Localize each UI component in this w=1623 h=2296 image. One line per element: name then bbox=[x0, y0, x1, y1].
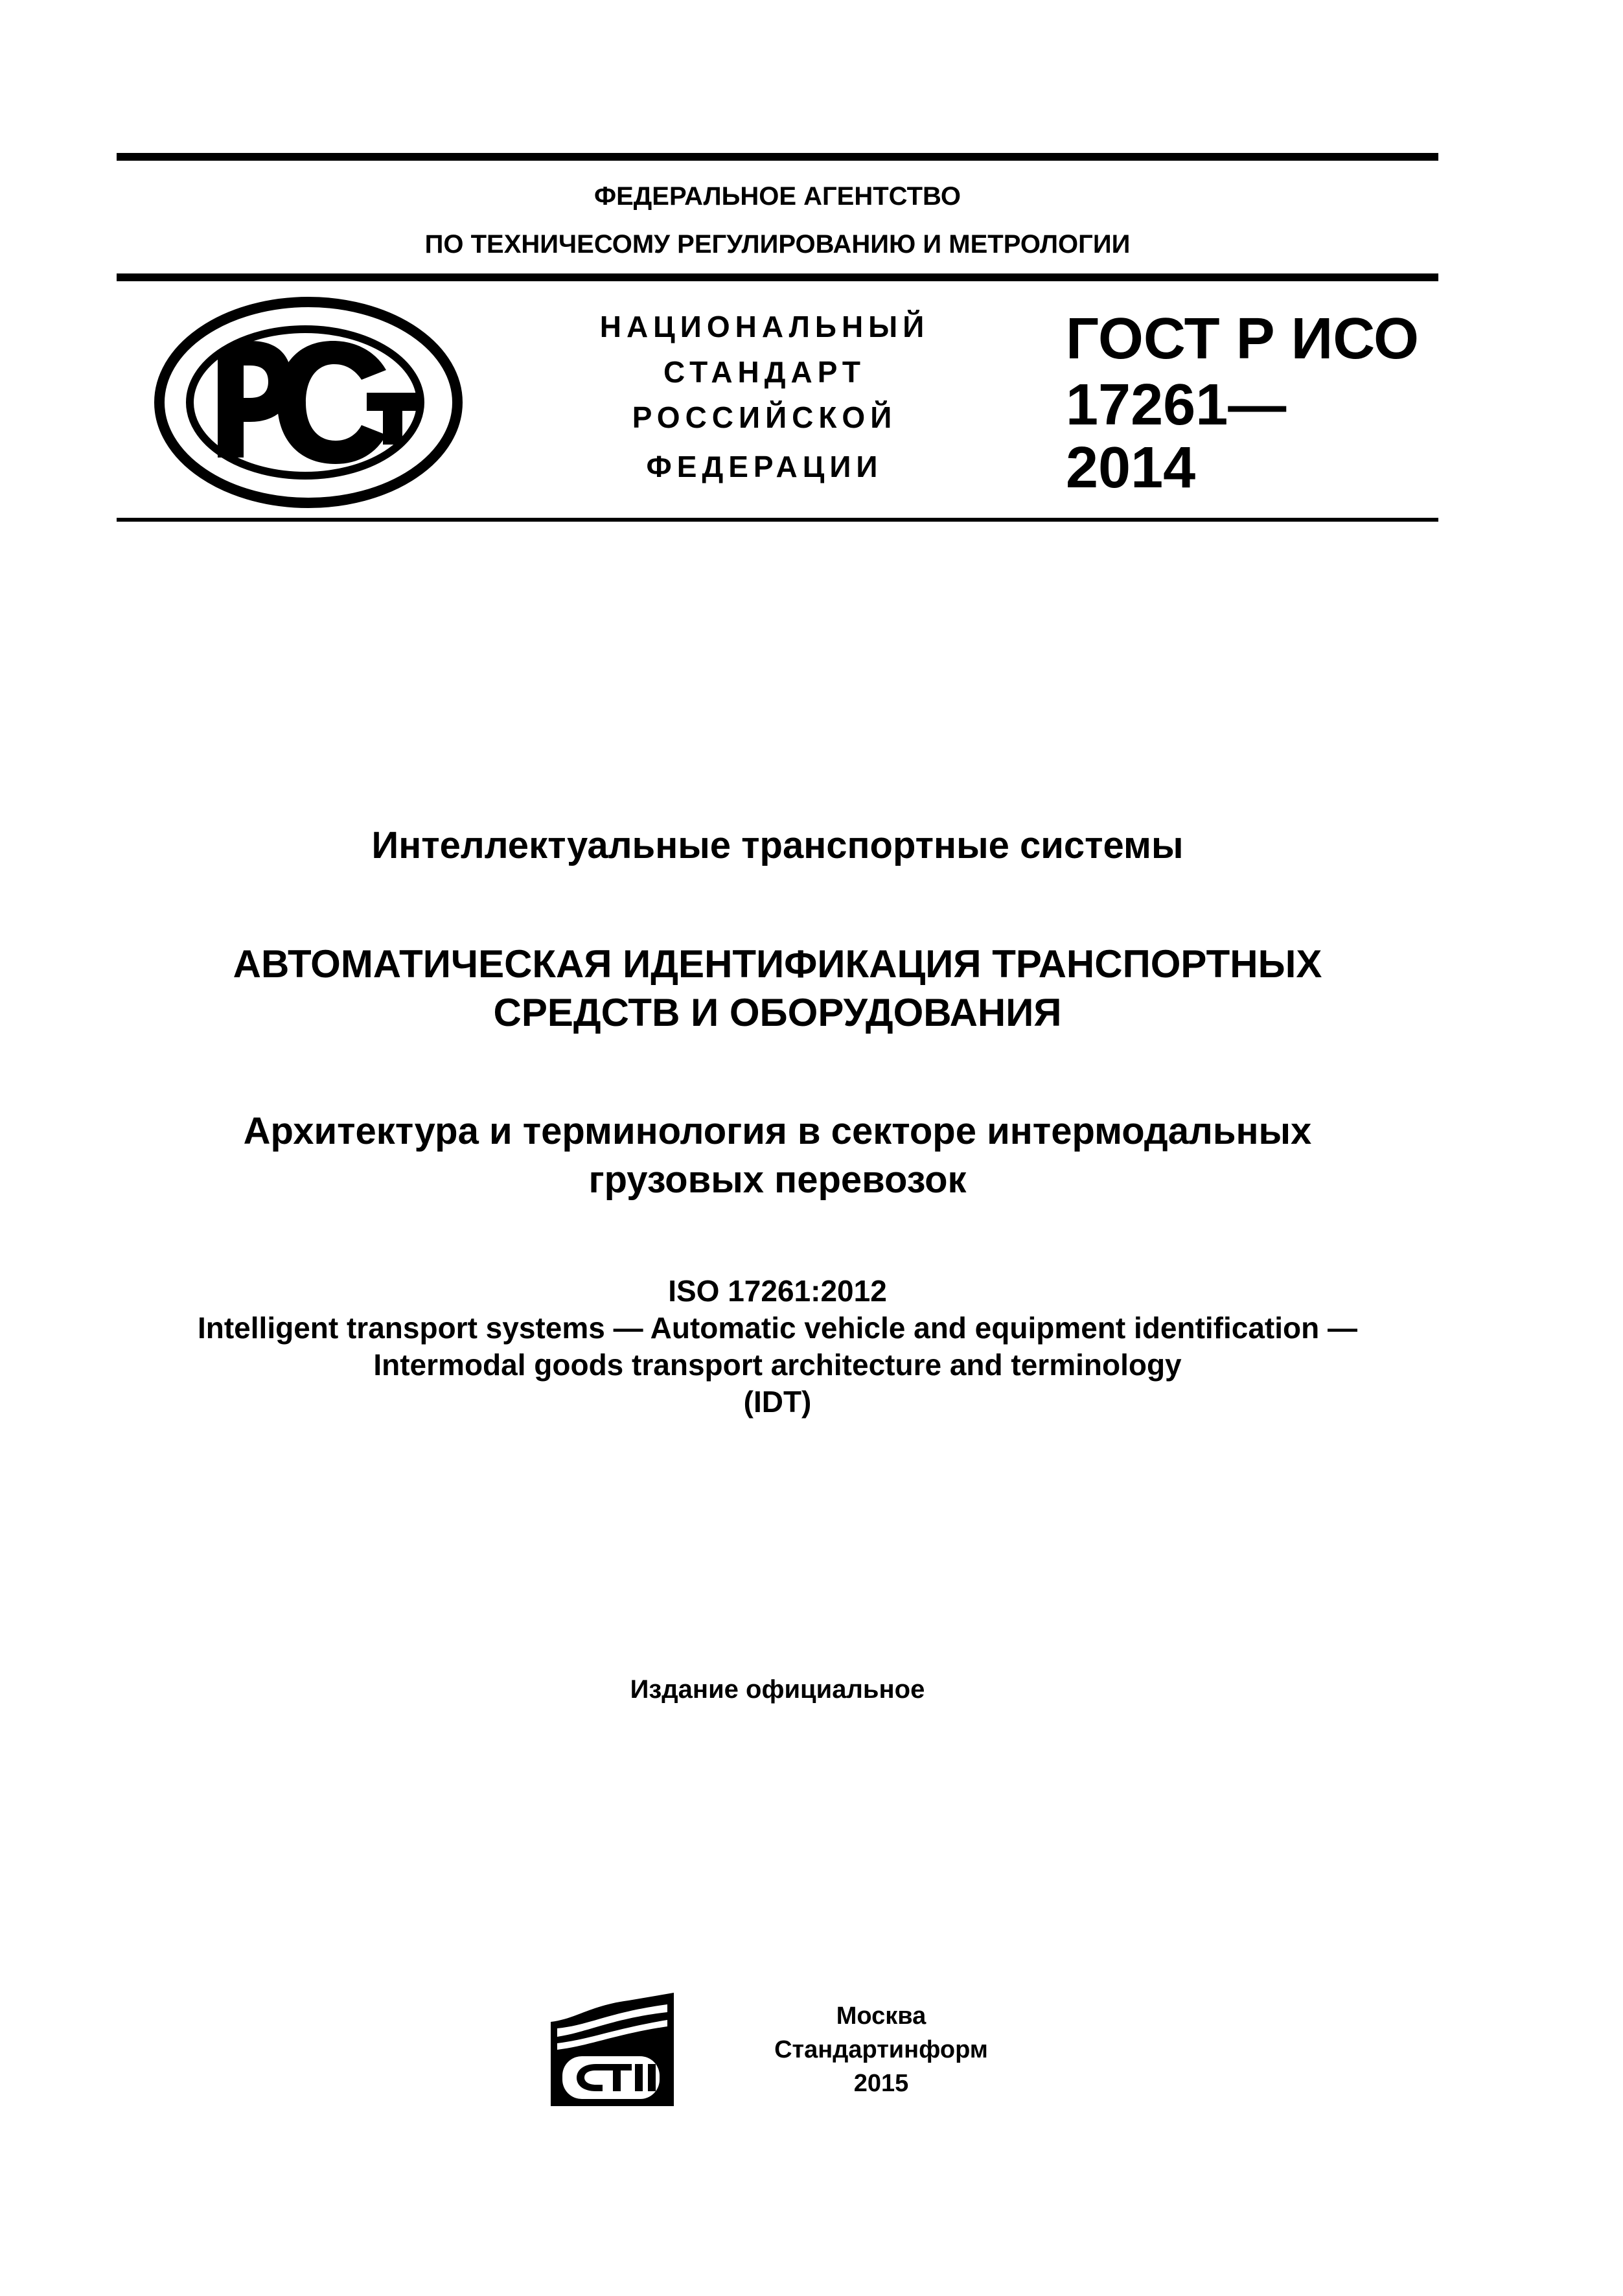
designation-line-2: 17261— bbox=[1066, 373, 1287, 437]
designation-line-3: 2014 bbox=[1066, 435, 1196, 500]
national-standard-line-2: СТАНДАРТ bbox=[663, 355, 866, 389]
title-sub-line-1: Архитектура и терминология в секторе интермодальных bbox=[243, 1110, 1312, 1152]
national-standard-line-1: НАЦИОНАЛЬНЫЙ bbox=[599, 310, 930, 343]
rst-mark-icon bbox=[153, 296, 464, 509]
national-standard-line-3: РОССИЙСКОЙ bbox=[632, 400, 897, 434]
imprint-city: Москва bbox=[836, 2002, 927, 2030]
iso-title-line-2: Intermodal goods transport architecture and terminology bbox=[373, 1348, 1182, 1382]
title-general: Интеллектуальные транспортные системы bbox=[371, 824, 1184, 866]
agency-bottom-rule bbox=[117, 273, 1438, 281]
national-standard-line-4: ФЕДЕРАЦИИ bbox=[646, 450, 883, 483]
standartinform-logo-icon bbox=[551, 1993, 677, 2106]
title-main-line-1: АВТОМАТИЧЕСКАЯ ИДЕНТИФИКАЦИЯ ТРАНСПОРТНЫХ bbox=[233, 942, 1322, 986]
top-rule bbox=[117, 153, 1438, 161]
agency-line-1: ФЕДЕРАЛЬНОЕ АГЕНТСТВО bbox=[593, 182, 961, 211]
title-sub-line-2: грузовых перевозок bbox=[588, 1159, 967, 1201]
designation-line-1: ГОСТ Р ИСО bbox=[1066, 307, 1420, 371]
title-main-line-2: СРЕДСТВ И ОБОРУДОВАНИЯ bbox=[493, 991, 1062, 1034]
agency-line-2: ПО ТЕХНИЧЕСОМУ РЕГУЛИРОВАНИЮ И МЕТРОЛОГИИ bbox=[424, 230, 1131, 259]
iso-code: ISO 17261:2012 bbox=[668, 1274, 887, 1308]
imprint-publisher: Стандартинформ bbox=[774, 2036, 988, 2063]
imprint-year: 2015 bbox=[853, 2070, 909, 2097]
iso-title-line-1: Intelligent transport systems — Automatic vehicle and equipment identification — bbox=[197, 1311, 1358, 1345]
header-bottom-rule bbox=[117, 518, 1438, 522]
edition-label: Издание официальное bbox=[630, 1675, 925, 1704]
iso-title-line-3: (IDT) bbox=[743, 1385, 812, 1419]
